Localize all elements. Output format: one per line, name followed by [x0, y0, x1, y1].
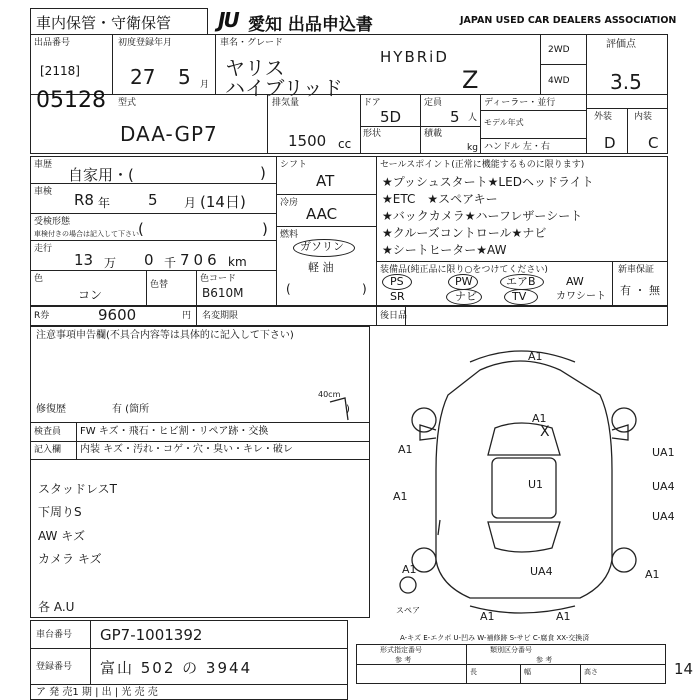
capacity-unit: 人 — [468, 113, 478, 123]
diagram-mark-hood: A1 — [532, 412, 547, 425]
shift-value: AT — [316, 172, 335, 190]
equipment-tv: TV — [512, 290, 527, 303]
selling-point-2: ★ETC ★スペアキー — [382, 192, 498, 206]
form-title: 愛知 出品申込書 — [248, 15, 373, 35]
exterior-value: D — [604, 134, 616, 152]
diagram-mark-rear-right: A1 — [556, 610, 571, 623]
shaken-note-label: 車検付きの場合は記入して下さい — [34, 230, 139, 238]
diagram-mark-right-front: UA1 — [652, 446, 675, 459]
diagram-mark-left-front: A1 — [398, 443, 413, 456]
vehicle-name-line1: ヤリス — [225, 56, 285, 80]
lot-bracket-number: [2118] — [40, 64, 80, 78]
color-change-label: 色替 — [150, 280, 169, 290]
diagram-mark-windshield: X — [540, 424, 550, 440]
displacement-unit: cc — [338, 137, 352, 151]
diagram-mark-right-mid: UA4 — [652, 480, 675, 493]
mileage-sen: 0 — [144, 251, 154, 269]
score-label: 評価点 — [606, 39, 636, 50]
diagram-mark-left-door: A1 — [393, 490, 408, 503]
recycle-label: R券 — [34, 311, 50, 321]
shaken-day: (14日) — [200, 193, 246, 211]
diagram-mark-right-door: UA4 — [652, 510, 675, 523]
model-value: DAA-GP7 — [120, 122, 218, 146]
spec-class-label: 類別区分番号 — [490, 646, 532, 654]
notes-label: 注意事項申告欄(不具合内容等は具体的に記入して下さい) — [36, 330, 294, 341]
displacement-label: 排気量 — [272, 98, 300, 108]
model-label: 型式 — [118, 98, 137, 108]
history-close: ) — [260, 164, 266, 182]
color-value: コン — [78, 288, 103, 302]
diagram-mark-right-rear: A1 — [645, 568, 660, 581]
handwritten-note-5: 各 A.U — [38, 600, 75, 614]
interior-value: C — [648, 134, 659, 152]
handwritten-note-4: カメラ キズ — [38, 552, 102, 566]
inspector-fw-row: FW キズ・飛石・ヒビ割・リペア跡・交換 — [80, 426, 269, 437]
repair-close: ) — [346, 404, 350, 415]
shaken-note-open: ( — [138, 220, 144, 238]
equipment-label: 装備品(純正品に限り○をつけてください) — [380, 265, 548, 275]
vehicle-hybrid: HYBRiD — [380, 48, 449, 66]
selling-point-4: ★クルーズコントロール★ナビ — [382, 226, 547, 240]
equipment-aw: AW — [566, 275, 584, 288]
equipment-leather: カワシート — [556, 291, 606, 302]
diagram-mark-trunk: UA4 — [530, 565, 553, 578]
equipment-navi: ナビ — [455, 290, 477, 303]
inspector-label: 検査員 — [34, 427, 62, 437]
plate-label: 登録番号 — [36, 662, 73, 672]
repair-label: 修復歴 — [36, 404, 66, 415]
mileage-sen-unit: 千 — [164, 256, 177, 270]
spare-tire-label: スペア — [396, 606, 420, 615]
diagram-mark-left-rear: A1 — [402, 563, 417, 576]
shaken-year-unit: 年 — [98, 196, 111, 210]
damage-legend: A-キズ E-エクボ U-凹み W-補修跡 S-サビ C-腐食 XX-交換済 — [400, 634, 590, 642]
fuel-label: 燃料 — [280, 230, 299, 240]
drive-4wd: 4WD — [548, 76, 570, 86]
interior-label: 内装 — [634, 112, 653, 122]
color-code-value: B610M — [202, 286, 244, 300]
shaken-month-unit: 月 — [184, 196, 197, 210]
mileage-label: 走行 — [34, 244, 53, 254]
registration-month-unit: 月 — [200, 80, 210, 90]
later-goods-label: 後日品 — [380, 311, 408, 321]
bottom-row: ア 発 売1 期 | 出 | 光 売 売 — [36, 687, 158, 698]
spec-type-label: 形式指定番号 — [380, 646, 422, 654]
first-registration-label: 初度登録年月 — [118, 38, 173, 48]
doors-label: ドア — [363, 98, 381, 108]
history-label: 車歴 — [34, 160, 53, 170]
doors-value: 5D — [380, 108, 402, 126]
plate-number: 富山 502 の 3944 — [100, 659, 253, 677]
score-value: 3.5 — [610, 70, 642, 94]
registration-year: 27 — [130, 65, 156, 89]
recycle-unit: 円 — [182, 311, 192, 321]
mileage-unit: km — [228, 255, 247, 269]
chassis-number: GP7-1001392 — [100, 626, 203, 644]
history-value: 自家用・( — [68, 166, 134, 184]
spec-length-label: 長 — [470, 668, 477, 676]
spec-ref-1: 参 考 — [395, 656, 412, 664]
displacement-value: 1500 — [288, 132, 327, 150]
shaken-year: R8 — [74, 191, 94, 209]
new-warranty-value: 有 ・ 無 — [620, 284, 660, 297]
fuel-diesel: 軽 油 — [308, 261, 334, 274]
margin-note: 14 — [674, 660, 694, 678]
shift-label: シフト — [280, 160, 308, 170]
equipment-sr: SR — [390, 290, 405, 303]
handwritten-note-3: AW キズ — [38, 529, 85, 543]
load-label: 積載 — [424, 129, 443, 139]
shaken-label: 車検 — [34, 187, 53, 197]
selling-point-1: ★プッシュスタート★LEDヘッドライト — [382, 175, 594, 189]
repair-value: 有 (箇所 — [112, 404, 150, 415]
lot-number-label: 出品番号 — [34, 38, 71, 48]
registration-month: 5 — [178, 65, 191, 89]
mileage-rest: 706 — [180, 251, 221, 269]
receipt-type-label: 受検形態 — [34, 217, 71, 227]
color-label: 色 — [34, 274, 44, 284]
association-name: JAPAN USED CAR DEALERS ASSOCIATION — [460, 15, 677, 26]
spec-width-label: 幅 — [524, 668, 531, 676]
vehicle-name-label: 車名・グレード — [220, 38, 284, 48]
color-code-label: 色コード — [200, 274, 237, 284]
chassis-label: 車台番号 — [36, 630, 73, 640]
selling-point-5: ★シートヒーター★AW — [382, 243, 507, 257]
fuel-other-open: ( — [286, 282, 291, 296]
diagram-mark-roof: U1 — [528, 478, 544, 491]
diagram-mark-front: A1 — [528, 350, 543, 363]
handle-label: ハンドル 左・右 — [484, 142, 550, 152]
shape-label: 形状 — [363, 129, 382, 139]
load-unit: kg — [467, 143, 478, 153]
transfer-deadline-label: 名変期限 — [202, 311, 239, 321]
handwritten-note-2: 下周りS — [38, 505, 82, 519]
spec-ref-2: 参 考 — [536, 656, 553, 664]
inspector-interior-row: 内装 キズ・汚れ・コゲ・穴・臭い・キレ・破レ — [80, 444, 293, 455]
drive-2wd: 2WD — [548, 45, 570, 55]
equipment-pw: PW — [455, 275, 473, 288]
inspector-note: 40cm — [318, 390, 341, 399]
ac-label: 冷房 — [280, 198, 299, 208]
spec-height-label: 高さ — [584, 668, 598, 676]
exterior-label: 外装 — [594, 112, 613, 122]
recycle-value: 9600 — [98, 306, 137, 324]
diagram-mark-rear-left: A1 — [480, 610, 495, 623]
capacity-value: 5 — [450, 108, 460, 126]
shaken-month: 5 — [148, 191, 158, 209]
equipment-airbag: エアB — [506, 275, 536, 288]
vehicle-grade: Z — [462, 66, 479, 94]
model-year-label: モデル年式 — [484, 118, 524, 127]
fuel-gasoline: ガソリン — [300, 240, 344, 253]
fuel-other-close: ) — [362, 282, 367, 296]
capacity-label: 定員 — [424, 98, 443, 108]
mileage-man-unit: 万 — [104, 256, 117, 270]
entry-label: 記入欄 — [34, 445, 62, 455]
selling-point-3: ★バックカメラ★ハーフレザーシート — [382, 209, 583, 223]
equipment-ps: PS — [390, 275, 404, 288]
new-warranty-label: 新車保証 — [618, 265, 655, 275]
ac-value: AAC — [306, 205, 338, 223]
handwritten-note-1: スタッドレスT — [38, 482, 117, 496]
shaken-note-close: ) — [262, 220, 268, 238]
ju-logo: JU — [218, 8, 238, 32]
lot-number: 05128 — [36, 88, 106, 113]
vehicle-name-line2: ハイブリッド — [225, 76, 343, 100]
mileage-man: 13 — [74, 251, 94, 269]
storage-label: 車内保管・守衛保管 — [36, 14, 172, 32]
dealer-label: ディーラー・並行 — [484, 98, 556, 108]
selling-points-label: セールスポイント(正常に機能するものに限ります) — [380, 160, 585, 170]
